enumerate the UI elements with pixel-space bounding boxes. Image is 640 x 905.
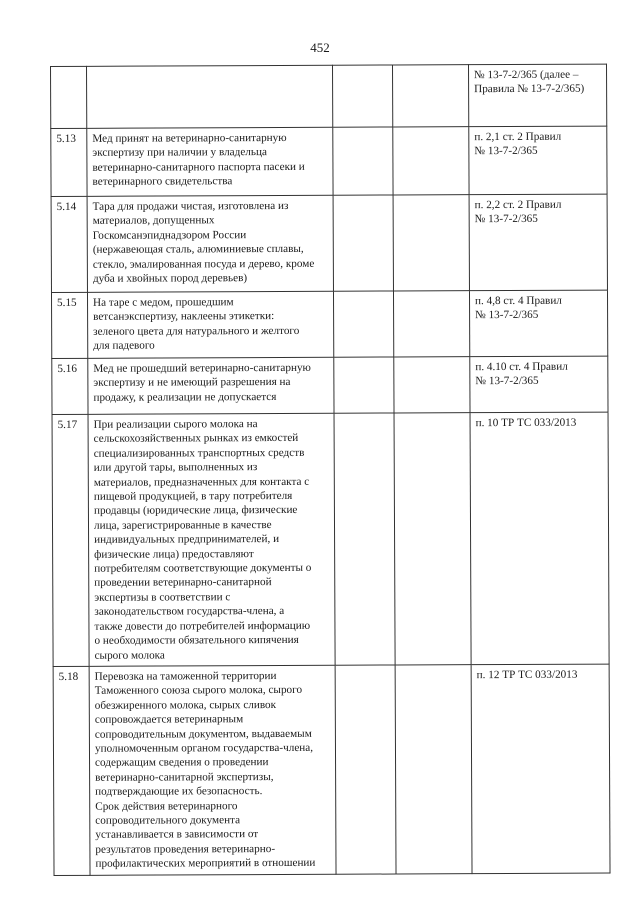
table-row [51, 64, 607, 128]
empty-cell [332, 65, 392, 127]
legal-reference: п. 2,1 ст. 2 Правил № 13-7-2/365 [469, 126, 607, 195]
empty-cell [335, 665, 396, 874]
empty-cell [334, 357, 394, 413]
requirement-text: Перевозка на таможенной территории Таможенного союза сырого молока, сырого обезжиренного молока, сырых сливок сопровождается ветеринарным сопроводительным документом, выдаваемым уполномоченным органом государства-члена, содержащим сведения о проведении ветеринарно-санитарной экспертизы, подтверждающие их безопасность. Срок действия ветеринарного сопроводительного документа устанавливается в зависимости от результатов проведения ветеринарно- профилактических мероприятий в отношении [89, 665, 336, 875]
legal-reference: п. 2,2 ст. 2 Правил № 13-7-2/365 [469, 194, 607, 291]
requirement-text: Мед не прошедший ветеринарно-санитарную экспертизу и не имеющий разрешения на продажу, к реализации не допускается [88, 357, 334, 414]
requirements-table [50, 64, 611, 876]
row-number: 5.15 [51, 292, 87, 358]
table-row [51, 290, 607, 358]
legal-reference: п. 4.10 ст. 4 Правил № 13-7-2/365 [470, 356, 608, 413]
empty-cell [395, 665, 472, 874]
empty-cell [393, 291, 469, 357]
empty-cell [333, 291, 393, 357]
table-row [52, 356, 608, 414]
empty-cell [392, 65, 468, 127]
row-number: 5.17 [52, 414, 89, 666]
row-number: 5.16 [52, 358, 88, 414]
empty-cell [333, 127, 393, 195]
empty-cell [393, 127, 469, 195]
requirement-text: На таре с медом, прошедшим ветсанэкспертизу, наклеены этикетки: зеленого цвета для натурального и желтого для падевого [87, 291, 333, 358]
row-number [51, 66, 87, 128]
row-number: 5.13 [51, 128, 87, 196]
requirement-text: Тара для продажи чистая, изготовлена из материалов, допущенных Госкомсанэпиднадзором России (нержавеющая сталь, алюминиевые сплавы, стекло, эмалированная посуда и дерево, кроме дуба и хвойных пород деревьев) [87, 195, 333, 292]
legal-reference: п. 12 ТР ТС 033/2013 [471, 664, 610, 873]
empty-cell [333, 195, 393, 291]
empty-cell [394, 413, 471, 665]
requirement-text [87, 65, 333, 128]
table-row [52, 412, 609, 666]
requirement-text: Мед принят на ветеринарно-санитарную экспертизу при наличии у владельца ветеринарно-санитарного паспорта пасеки и ветеринарного свидетельства [87, 127, 333, 196]
empty-cell [393, 195, 469, 291]
empty-cell [394, 357, 470, 413]
page-number: 452 [310, 40, 330, 55]
legal-reference: № 13-7-2/365 (далее – Правила № 13-7-2/365) [468, 64, 606, 127]
row-number: 5.14 [51, 196, 87, 292]
table-row [51, 126, 607, 196]
legal-reference: п. 4,8 ст. 4 Правил № 13-7-2/365 [469, 290, 607, 357]
table-row [53, 664, 610, 875]
row-number: 5.18 [53, 666, 90, 875]
table-row [51, 194, 607, 292]
requirement-text: При реализации сырого молока на сельскохозяйственных рынках из емкостей специализированных транспортных средств или другой тары, выполненных из материалов, предназначенных для контакта с пищевой продукцией, в тару потребителя продавцы (юридические лица, физические лица, зарегистрированные в качестве индивидуальных предпринимателей, и физические лица) предоставляют потребителям соответствующие документы о проведении ветеринарно-санитарной экспертизы в соответствии с законодательством государства-члена, а также довести до потребителей информацию о необходимости обязательного кипячения сырого молока [88, 413, 335, 666]
empty-cell [334, 413, 395, 665]
legal-reference: п. 10 ТР ТС 033/2013 [470, 412, 609, 665]
